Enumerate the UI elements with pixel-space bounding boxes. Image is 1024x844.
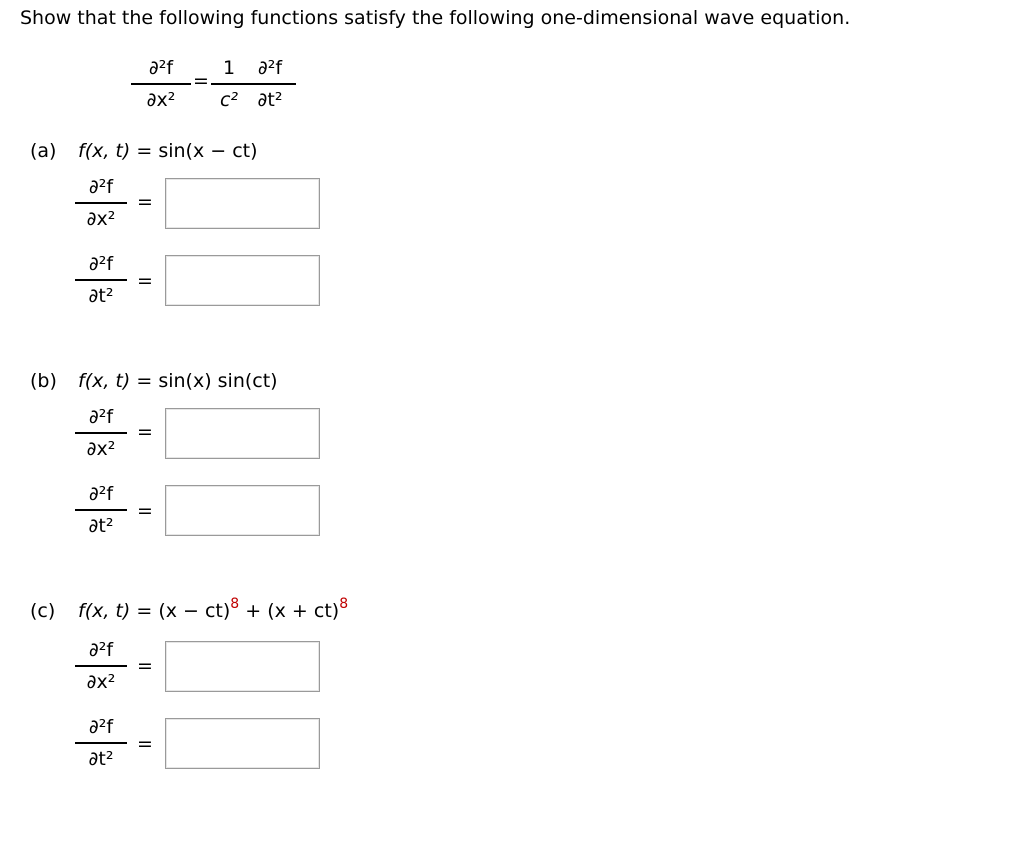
fraction-bar — [75, 665, 127, 667]
part-c-fn-plus: + — [245, 600, 262, 622]
part-b-dt-equals: = — [137, 500, 153, 522]
part-b-fn-lhs: f(x, t) — [78, 370, 131, 392]
part-b-dx-numerator: ∂²f — [88, 406, 114, 428]
fraction-bar — [211, 83, 247, 85]
part-c-dt-equals: = — [137, 733, 153, 755]
part-a-dt-numerator: ∂²f — [88, 253, 114, 275]
wave-eq-lhs-numerator: ∂²f — [148, 57, 174, 79]
part-c-exponent-b: 8 — [339, 596, 349, 612]
part-c-fn-lhs: f(x, t) — [78, 600, 131, 622]
wave-eq-rhs-fraction — [244, 57, 296, 111]
part-a-fn-rhs: sin(x − ct) — [158, 140, 258, 162]
part-c-dt-fraction — [75, 716, 127, 770]
wave-eq-lhs-fraction — [131, 57, 191, 111]
wave-eq-rhs-denominator: ∂t² — [257, 88, 283, 111]
part-b-dx-denominator: ∂x² — [86, 437, 116, 460]
part-b-dt-fraction — [75, 483, 127, 537]
part-c-dx-denominator: ∂x² — [86, 670, 116, 693]
wave-eq-coef-numerator: 1 — [222, 57, 236, 79]
part-c-dx-answer-input[interactable] — [165, 641, 320, 692]
part-c-dx-numerator: ∂²f — [88, 639, 114, 661]
part-c-fn-rhs-a: (x − ct) — [158, 600, 231, 622]
part-a-dt-answer-input[interactable] — [165, 255, 320, 306]
part-b-dx-fraction — [75, 406, 127, 460]
fraction-bar — [75, 742, 127, 744]
part-c-dx-equals: = — [137, 655, 153, 677]
part-c-dt-numerator: ∂²f — [88, 716, 114, 738]
part-c-function — [78, 596, 349, 622]
part-c-label: (c) — [30, 600, 56, 622]
part-a-function — [78, 140, 258, 162]
part-b-dt-numerator: ∂²f — [88, 483, 114, 505]
part-a-dt-fraction — [75, 253, 127, 307]
part-c-dx-fraction — [75, 639, 127, 693]
part-a-dt-denominator: ∂t² — [88, 284, 114, 307]
part-b-fn-eq: = — [136, 370, 153, 392]
part-b-label: (b) — [30, 370, 57, 392]
fraction-bar — [75, 432, 127, 434]
part-a-dx-numerator: ∂²f — [88, 176, 114, 198]
wave-eq-coef-denominator: c² — [219, 88, 239, 111]
fraction-bar — [244, 83, 296, 85]
part-b-function — [78, 370, 278, 392]
part-b-dt-denominator: ∂t² — [88, 514, 114, 537]
part-c-fn-eq: = — [136, 600, 153, 622]
part-a-fn-lhs: f(x, t) — [78, 140, 131, 162]
wave-eq-equals: = — [193, 70, 209, 92]
fraction-bar — [75, 279, 127, 281]
fraction-bar — [75, 509, 127, 511]
part-c-fn-rhs-b: (x + ct) — [267, 600, 340, 622]
part-c-exponent-a: 8 — [230, 596, 240, 612]
part-b-dx-answer-input[interactable] — [165, 408, 320, 459]
part-a-dx-fraction — [75, 176, 127, 230]
part-a-label: (a) — [30, 140, 57, 162]
fraction-bar — [131, 83, 191, 85]
part-b-fn-rhs: sin(x) sin(ct) — [158, 370, 278, 392]
part-a-dx-denominator: ∂x² — [86, 207, 116, 230]
part-b-dx-equals: = — [137, 421, 153, 443]
part-a-dx-answer-input[interactable] — [165, 178, 320, 229]
problem-statement: Show that the following functions satisfy the following one-dimensional wave equation. — [20, 7, 851, 29]
part-a-dt-equals: = — [137, 270, 153, 292]
part-b-dt-answer-input[interactable] — [165, 485, 320, 536]
wave-eq-rhs-numerator: ∂²f — [257, 57, 283, 79]
part-c-dt-denominator: ∂t² — [88, 747, 114, 770]
part-a-dx-equals: = — [137, 191, 153, 213]
fraction-bar — [75, 202, 127, 204]
part-c-dt-answer-input[interactable] — [165, 718, 320, 769]
wave-eq-lhs-denominator: ∂x² — [146, 88, 176, 111]
wave-eq-coef-fraction — [211, 57, 247, 111]
part-a-fn-eq: = — [136, 140, 153, 162]
